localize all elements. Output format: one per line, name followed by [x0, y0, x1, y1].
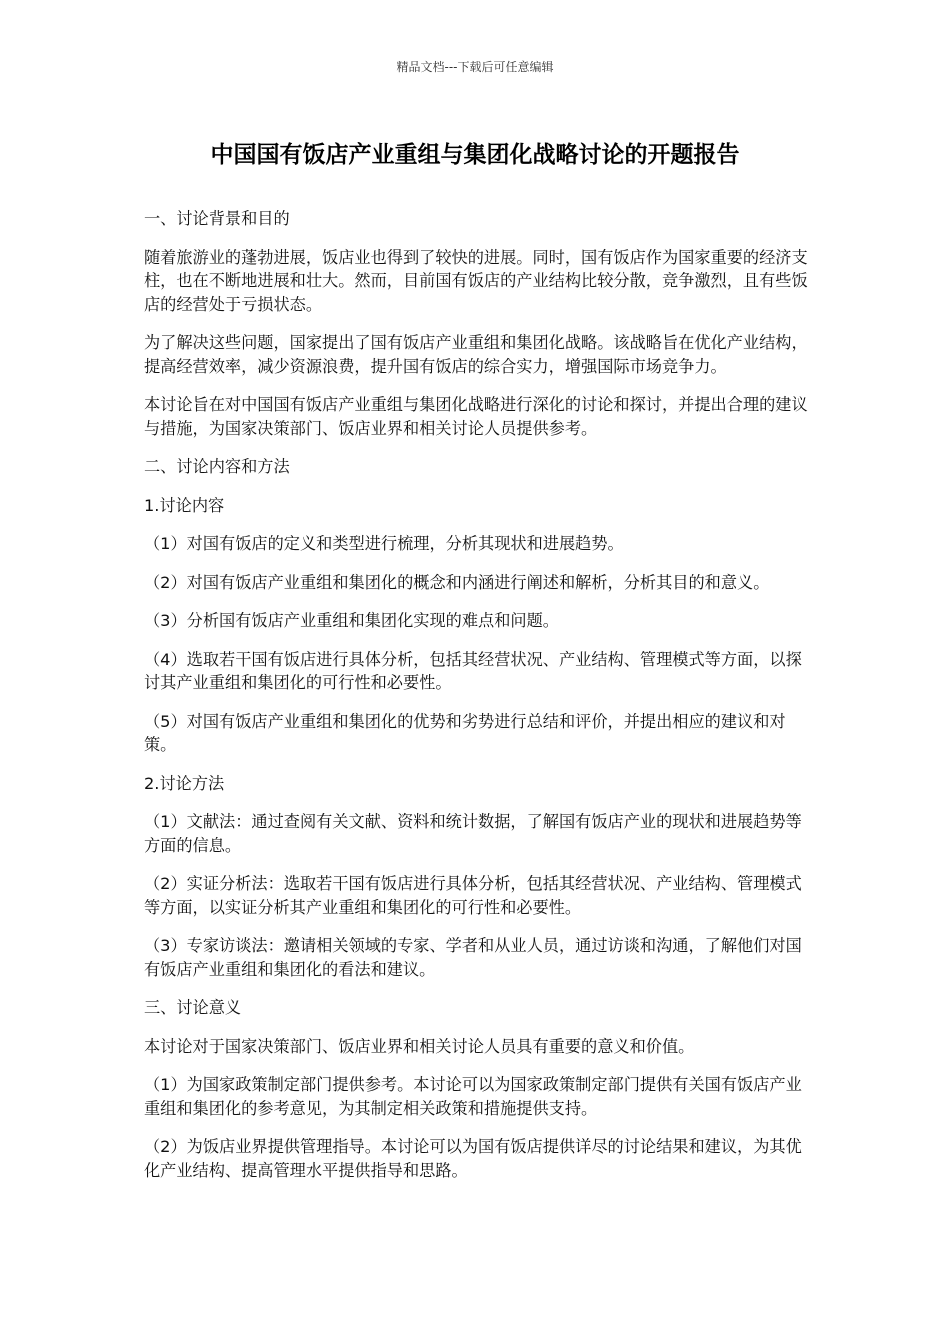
list-item: （4）选取若干国有饭店进行具体分析，包括其经营状况、产业结构、管理模式等方面，以探讨其产业重组和集团化的可行性和必要性。: [144, 649, 802, 692]
subheading-content: 1.讨论内容: [144, 495, 225, 515]
section-heading-background: 一、讨论背景和目的: [144, 209, 290, 228]
paragraph: 本讨论对于国家决策部门、饭店业界和相关讨论人员具有重要的意义和价值。: [144, 1036, 695, 1056]
list-item: （1）文献法：通过查阅有关文献、资料和统计数据，了解国有饭店产业的现状和进展趋势等方面的信息。: [144, 812, 802, 855]
list-item: （2）对国有饭店产业重组和集团化的概念和内涵进行阐述和解析，分析其目的和意义。: [144, 572, 770, 592]
page-header: 精品文档---下载后可任意编辑: [396, 60, 554, 74]
list-item: （2）为饭店业界提供管理指导。本讨论可以为国有饭店提供详尽的讨论结果和建议，为其优化产业结构、提高管理水平提供指导和思路。: [144, 1137, 802, 1180]
list-item: （5）对国有饭店产业重组和集团化的优势和劣势进行总结和评价，并提出相应的建议和对策。: [144, 711, 786, 754]
section-heading-content-method: 二、讨论内容和方法: [144, 457, 290, 476]
subheading-method: 2.讨论方法: [144, 773, 225, 793]
section-heading-significance: 三、讨论意义: [144, 998, 242, 1017]
paragraph: 本讨论旨在对中国国有饭店产业重组与集团化战略进行深化的讨论和探讨，并提出合理的建议与措施，为国家决策部门、饭店业界和相关讨论人员提供参考。: [144, 395, 808, 438]
list-item: （2）实证分析法：选取若干国有饭店进行具体分析，包括其经营状况、产业结构、管理模式等方面，以实证分析其产业重组和集团化的可行性和必要性。: [144, 874, 802, 917]
document-body: [144, 207, 812, 1197]
list-item: （1）对国有饭店的定义和类型进行梳理，分析其现状和进展趋势。: [144, 534, 624, 553]
paragraph: 随着旅游业的蓬勃进展，饭店业也得到了较快的进展。同时，国有饭店作为国家重要的经济支柱，也在不断地进展和壮大。然而，目前国有饭店的产业结构比较分散，竞争激烈，且有些饭店的经营处于亏损状态。: [144, 247, 808, 314]
list-item: （3）分析国有饭店产业重组和集团化实现的难点和问题。: [144, 611, 559, 630]
document-title: 中国国有饭店产业重组与集团化战略讨论的开题报告: [210, 142, 740, 168]
list-item: （1）为国家政策制定部门提供参考。本讨论可以为国家政策制定部门提供有关国有饭店产业重组和集团化的参考意见，为其制定相关政策和措施提供支持。: [144, 1075, 802, 1118]
list-item: （3）专家访谈法：邀请相关领域的专家、学者和从业人员，通过访谈和沟通，了解他们对国有饭店产业重组和集团化的看法和建议。: [144, 936, 802, 979]
paragraph: 为了解决这些问题，国家提出了国有饭店产业重组和集团化战略。该战略旨在优化产业结构，提高经营效率，减少资源浪费，提升国有饭店的综合实力，增强国际市场竞争力。: [144, 333, 808, 376]
